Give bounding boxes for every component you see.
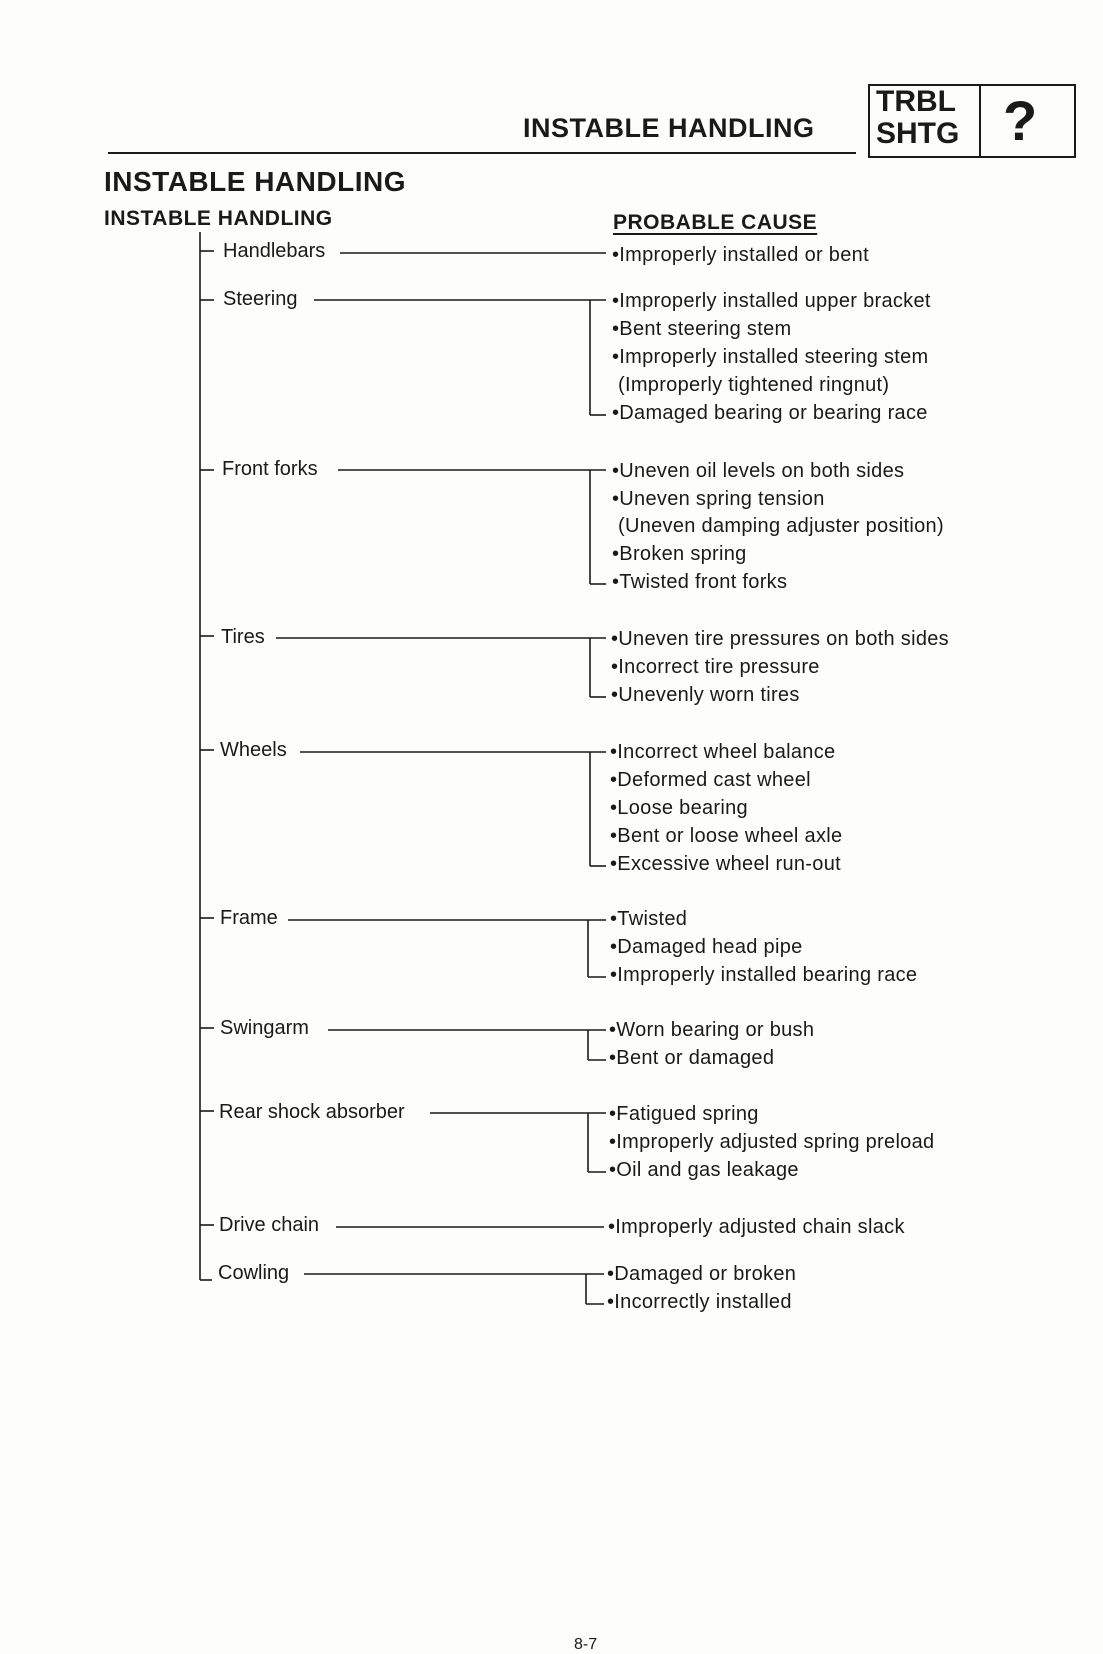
cause-swingarm-1: •Worn bearing or bush: [609, 1019, 815, 1041]
item-handlebars: Handlebars: [223, 240, 326, 262]
cause-front-forks-3: (Uneven damping adjuster position): [618, 515, 944, 537]
cause-rear-shock-1: •Fatigued spring: [609, 1103, 759, 1125]
cause-frame-1: •Twisted: [610, 908, 688, 930]
question-mark-icon: ?: [1003, 89, 1038, 152]
subsection-title: INSTABLE HANDLING: [104, 207, 333, 230]
probable-cause-heading: PROBABLE CAUSE: [613, 211, 818, 234]
item-cowling: Cowling: [218, 1262, 290, 1284]
cause-frame-3: •Improperly installed bearing race: [610, 964, 918, 986]
cause-cowling-2: •Incorrectly installed: [607, 1291, 792, 1313]
cause-handlebars-1: •Improperly installed or bent: [612, 244, 869, 266]
section-title: INSTABLE HANDLING: [104, 166, 406, 197]
page-number: 8-7: [574, 1636, 598, 1653]
item-wheels: Wheels: [220, 739, 287, 761]
cause-wheels-2: •Deformed cast wheel: [610, 769, 811, 791]
cause-wheels-3: •Loose bearing: [610, 797, 748, 819]
item-swingarm: Swingarm: [220, 1017, 309, 1039]
item-steering: Steering: [223, 288, 298, 310]
badge-line-1: TRBL: [876, 85, 956, 118]
cause-wheels-4: •Bent or loose wheel axle: [610, 825, 843, 847]
cause-front-forks-1: •Uneven oil levels on both sides: [612, 460, 905, 482]
cause-front-forks-4: •Broken spring: [612, 543, 747, 565]
cause-frame-2: •Damaged head pipe: [610, 936, 803, 958]
cause-steering-5: •Damaged bearing or bearing race: [612, 402, 928, 424]
cause-rear-shock-2: •Improperly adjusted spring preload: [609, 1131, 935, 1153]
cause-cowling-1: •Damaged or broken: [607, 1263, 797, 1285]
cause-drive-chain-1: •Improperly adjusted chain slack: [608, 1216, 905, 1238]
cause-tires-3: •Unevenly worn tires: [611, 684, 800, 706]
item-tires: Tires: [221, 626, 265, 648]
cause-tires-2: •Incorrect tire pressure: [611, 656, 820, 678]
cause-steering-1: •Improperly installed upper bracket: [612, 290, 931, 312]
cause-steering-2: •Bent steering stem: [612, 318, 792, 340]
cause-steering-4: (Improperly tightened ringnut): [618, 374, 890, 396]
header-title: INSTABLE HANDLING: [523, 113, 815, 143]
item-drive-chain: Drive chain: [219, 1214, 320, 1236]
item-rear-shock-absorber: Rear shock absorber: [219, 1101, 405, 1123]
cause-front-forks-5: •Twisted front forks: [612, 571, 788, 593]
item-frame: Frame: [220, 907, 278, 929]
cause-wheels-1: •Incorrect wheel balance: [610, 741, 836, 763]
cause-rear-shock-3: •Oil and gas leakage: [609, 1159, 799, 1181]
cause-swingarm-2: •Bent or damaged: [609, 1047, 775, 1069]
cause-front-forks-2: •Uneven spring tension: [612, 488, 825, 510]
cause-wheels-5: •Excessive wheel run-out: [610, 853, 841, 875]
cause-steering-3: •Improperly installed steering stem: [612, 346, 929, 368]
cause-tires-1: •Uneven tire pressures on both sides: [611, 628, 949, 650]
badge-line-2: SHTG: [876, 117, 960, 150]
item-front-forks: Front forks: [222, 458, 318, 480]
